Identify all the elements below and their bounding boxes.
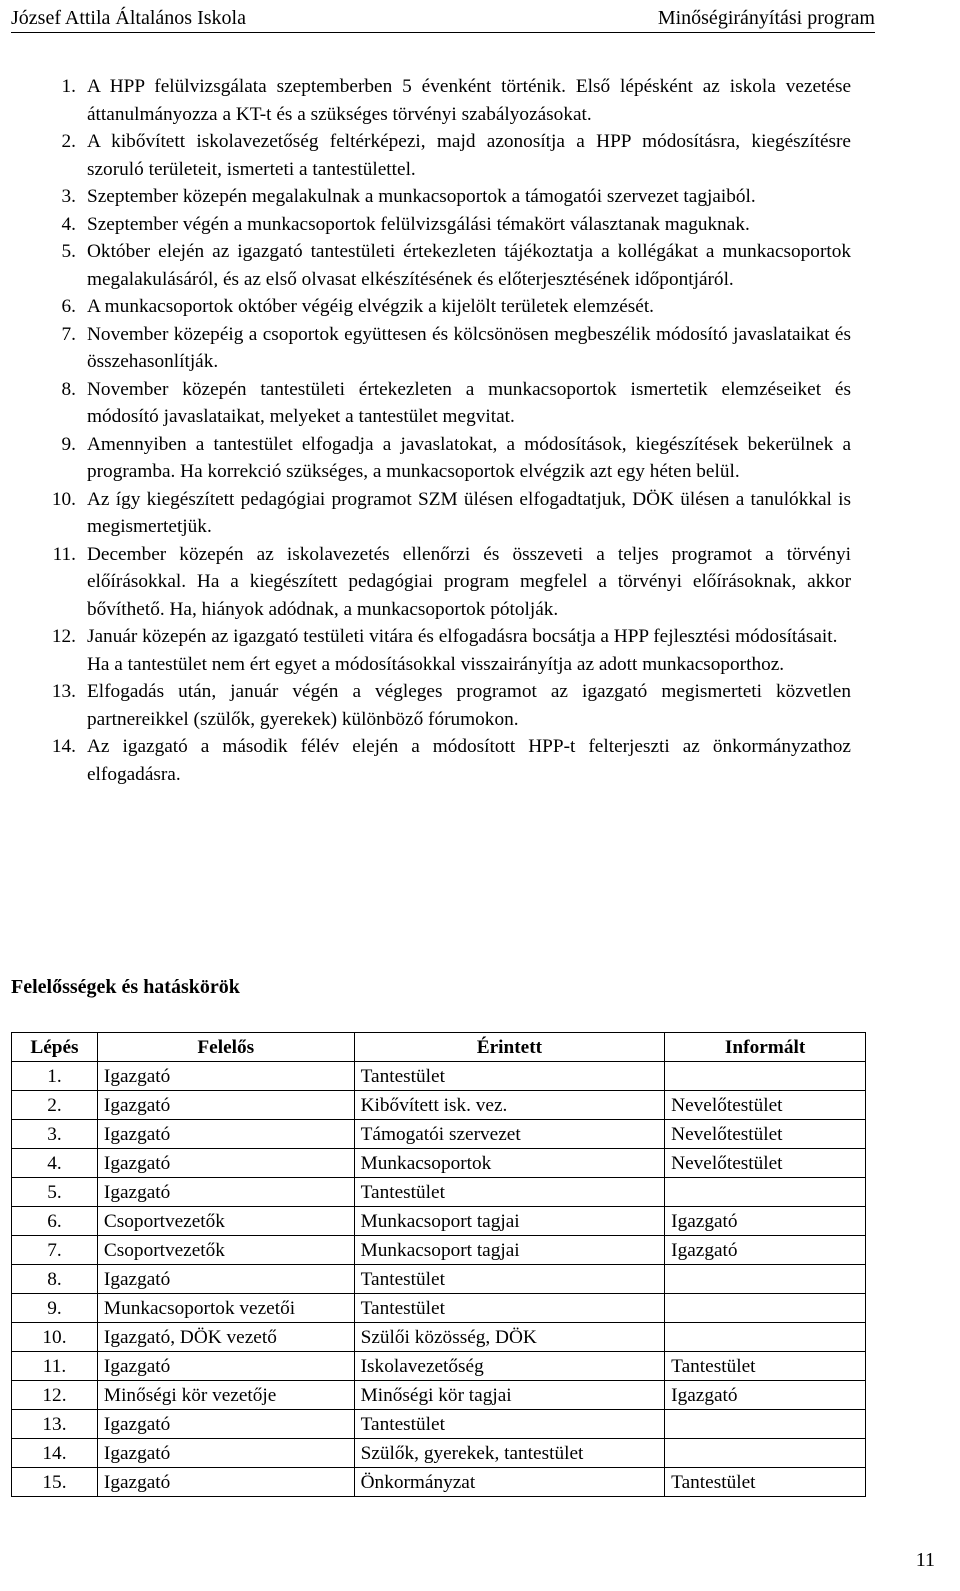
cell-informed: Nevelőtestület (665, 1091, 866, 1120)
table-row (12, 1381, 866, 1410)
step-text: November közepén tantestületi értekezleten a munkacsoportok ismertetik elemzéseiket és módosító javaslataikat, melyeket a tantestület megvitat. (87, 378, 851, 427)
page-header (11, 6, 875, 33)
cell-responsible: Igazgató, DÖK vezető (97, 1323, 354, 1352)
step-item (11, 238, 851, 293)
step-text: Az igazgató a második félév elején a módosított HPP-t felterjeszti az önkormányzathoz elfogadásra. (87, 736, 851, 785)
cell-informed: Tantestület (665, 1352, 866, 1381)
step-text: Szeptember végén a munkacsoportok felülvizsgálási témakört választanak maguknak. (87, 213, 750, 235)
step-item (11, 623, 851, 678)
cell-informed (665, 1294, 866, 1323)
table-row (12, 1323, 866, 1352)
cell-step: 9. (12, 1294, 98, 1323)
step-item (11, 73, 851, 128)
table-row (12, 1207, 866, 1236)
cell-responsible: Minőségi kör vezetője (97, 1381, 354, 1410)
cell-affected: Tantestület (354, 1062, 665, 1091)
step-text: Amennyiben a tantestület elfogadja a javaslatokat, a módosítások, kiegészítések bekerülnek a programba. Ha korrekció szükséges, a munkacsoportok elvégzik azt egy héten belül. (87, 433, 851, 482)
cell-informed (665, 1062, 866, 1091)
step-text: Szeptember közepén megalakulnak a munkacsoportok a támogatói szervezet tagjaiból. (87, 186, 756, 207)
step-item (11, 541, 851, 624)
cell-affected: Kibővített isk. vez. (354, 1091, 665, 1120)
cell-informed: Igazgató (665, 1207, 866, 1236)
cell-step: 3. (12, 1120, 98, 1149)
cell-responsible: Igazgató (97, 1468, 354, 1497)
step-text: Január közepén az igazgató testületi vitára és elfogadásra bocsátja a HPP fejlesztési módosításait. (87, 626, 838, 647)
cell-responsible: Igazgató (97, 1178, 354, 1207)
step-text: Október elején az igazgató tantestületi értekezleten tájékoztatja a kollégákat a munkacsoportok megalakulásáról, és az első olvasat elkészítésének és előterjesztésének időpontjáról. (87, 241, 851, 290)
header-informed: Informált (665, 1033, 866, 1062)
procedure-steps-list (11, 73, 851, 788)
cell-affected: Önkormányzat (354, 1468, 665, 1497)
step-item (11, 486, 851, 541)
step-number: 6. (61, 296, 76, 317)
cell-step: 8. (12, 1265, 98, 1294)
cell-responsible: Csoportvezetők (97, 1207, 354, 1236)
step-item (11, 431, 851, 486)
step-text: November közepéig a csoportok együttesen és kölcsönösen megbeszélik módosító javaslataikat és összehasonlítják. (87, 323, 851, 372)
step-item (11, 293, 851, 321)
cell-responsible: Igazgató (97, 1439, 354, 1468)
step-number: 11. (52, 543, 76, 565)
cell-responsible: Igazgató (97, 1091, 354, 1120)
header-school-name: József Attila Általános Iskola (11, 7, 246, 29)
cell-informed (665, 1323, 866, 1352)
table-row (12, 1294, 866, 1323)
cell-responsible: Munkacsoportok vezetői (97, 1294, 354, 1323)
step-item (11, 321, 851, 376)
step-item (11, 128, 851, 183)
cell-affected: Tantestület (354, 1410, 665, 1439)
table-row (12, 1410, 866, 1439)
table-header-row (12, 1033, 866, 1062)
cell-step: 14. (12, 1439, 98, 1468)
page-number: 11 (915, 1549, 935, 1571)
cell-affected: Iskolavezetőség (354, 1352, 665, 1381)
step-item (11, 733, 851, 788)
step-number: 9. (61, 433, 76, 455)
step-number: 2. (61, 131, 76, 152)
cell-affected: Tantestület (354, 1265, 665, 1294)
step-text: A munkacsoportok október végéig elvégzik a kijelölt területek elemzését. (87, 296, 654, 317)
step-number: 13. (51, 681, 76, 702)
cell-step: 5. (12, 1178, 98, 1207)
step-item (11, 211, 851, 239)
step-text: Az így kiegészített pedagógiai programot SZM ülésen elfogadtatjuk, DÖK ülésen a tanulókkal is megismertetjük. (87, 488, 851, 537)
cell-step: 12. (12, 1381, 98, 1410)
table-row (12, 1091, 866, 1120)
cell-informed: Nevelőtestület (665, 1149, 866, 1178)
cell-responsible: Igazgató (97, 1265, 354, 1294)
cell-affected: Munkacsoport tagjai (354, 1207, 665, 1236)
step-text: A HPP felülvizsgálata szeptemberben 5 évenként történik. Első lépésként az iskola vezetése áttanulmányozza a KT-t és a szükséges törvényi szabályozásokat. (87, 76, 851, 125)
cell-affected: Minőségi kör tagjai (354, 1381, 665, 1410)
step-item (11, 376, 851, 431)
table-row (12, 1149, 866, 1178)
header-document-title: Minőségirányítási program (657, 7, 875, 29)
cell-affected: Támogatói szervezet (354, 1120, 665, 1149)
cell-informed (665, 1178, 866, 1207)
cell-step: 1. (12, 1062, 98, 1091)
table-row (12, 1468, 866, 1497)
step-text: A kibővített iskolavezetőség feltérképezi, majd azonosítja a HPP módosításra, kiegészítésre szoruló területeit, ismerteti a tantestülettel. (87, 131, 851, 180)
table-row (12, 1178, 866, 1207)
step-text: December közepén az iskolavezetés ellenőrzi és összeveti a teljes programot a törvényi előírásokkal. Ha a kiegészített pedagógiai program megfelel a törvényi előírásoknak, akkor bővíthető. Ha, hiányok adódnak, a munkacsoportok pótolják. (87, 543, 851, 620)
cell-responsible: Igazgató (97, 1410, 354, 1439)
table-row (12, 1352, 866, 1381)
cell-step: 7. (12, 1236, 98, 1265)
cell-informed: Igazgató (665, 1236, 866, 1265)
cell-informed: Nevelőtestület (665, 1120, 866, 1149)
step-item (11, 183, 851, 211)
cell-responsible: Csoportvezetők (97, 1236, 354, 1265)
cell-step: 13. (12, 1410, 98, 1439)
step-text: Elfogadás után, január végén a végleges programot az igazgató megismerteti közvetlen partnereikkel (szülők, gyerekek) különböző fórumokon. (87, 681, 851, 730)
step-number: 12. (51, 626, 76, 647)
cell-affected: Munkacsoport tagjai (354, 1236, 665, 1265)
cell-affected: Munkacsoportok (354, 1149, 665, 1178)
cell-affected: Tantestület (354, 1294, 665, 1323)
step-number: 7. (61, 323, 76, 345)
table-row (12, 1120, 866, 1149)
cell-informed (665, 1439, 866, 1468)
responsibilities-table (11, 1032, 866, 1497)
step-text: Ha a tantestület nem ért egyet a módosításokkal visszairányítja az adott munkacsoporthoz. (87, 653, 785, 675)
cell-step: 4. (12, 1149, 98, 1178)
step-number: 1. (61, 76, 76, 97)
cell-step: 10. (12, 1323, 98, 1352)
cell-informed (665, 1265, 866, 1294)
cell-responsible: Igazgató (97, 1352, 354, 1381)
table-row (12, 1236, 866, 1265)
section-title: Felelősségek és hatáskörök (11, 976, 240, 998)
cell-affected: Szülők, gyerekek, tantestület (354, 1439, 665, 1468)
step-number: 3. (61, 186, 76, 207)
table-row (12, 1062, 866, 1091)
table-row (12, 1439, 866, 1468)
cell-responsible: Igazgató (97, 1149, 354, 1178)
header-responsible: Felelős (97, 1033, 354, 1062)
step-number: 10. (51, 488, 76, 510)
step-number: 14. (51, 736, 76, 757)
cell-informed: Igazgató (665, 1381, 866, 1410)
cell-step: 6. (12, 1207, 98, 1236)
cell-informed (665, 1410, 866, 1439)
cell-step: 15. (12, 1468, 98, 1497)
cell-step: 2. (12, 1091, 98, 1120)
step-number: 5. (61, 241, 76, 262)
cell-step: 11. (12, 1352, 98, 1381)
table-row (12, 1265, 866, 1294)
cell-responsible: Igazgató (97, 1120, 354, 1149)
header-affected: Érintett (354, 1033, 665, 1062)
step-item (11, 678, 851, 733)
step-number: 4. (61, 213, 76, 235)
cell-responsible: Igazgató (97, 1062, 354, 1091)
cell-affected: Szülői közösség, DÖK (354, 1323, 665, 1352)
header-step: Lépés (12, 1033, 98, 1062)
cell-affected: Tantestület (354, 1178, 665, 1207)
step-number: 8. (61, 378, 76, 400)
cell-informed: Tantestület (665, 1468, 866, 1497)
